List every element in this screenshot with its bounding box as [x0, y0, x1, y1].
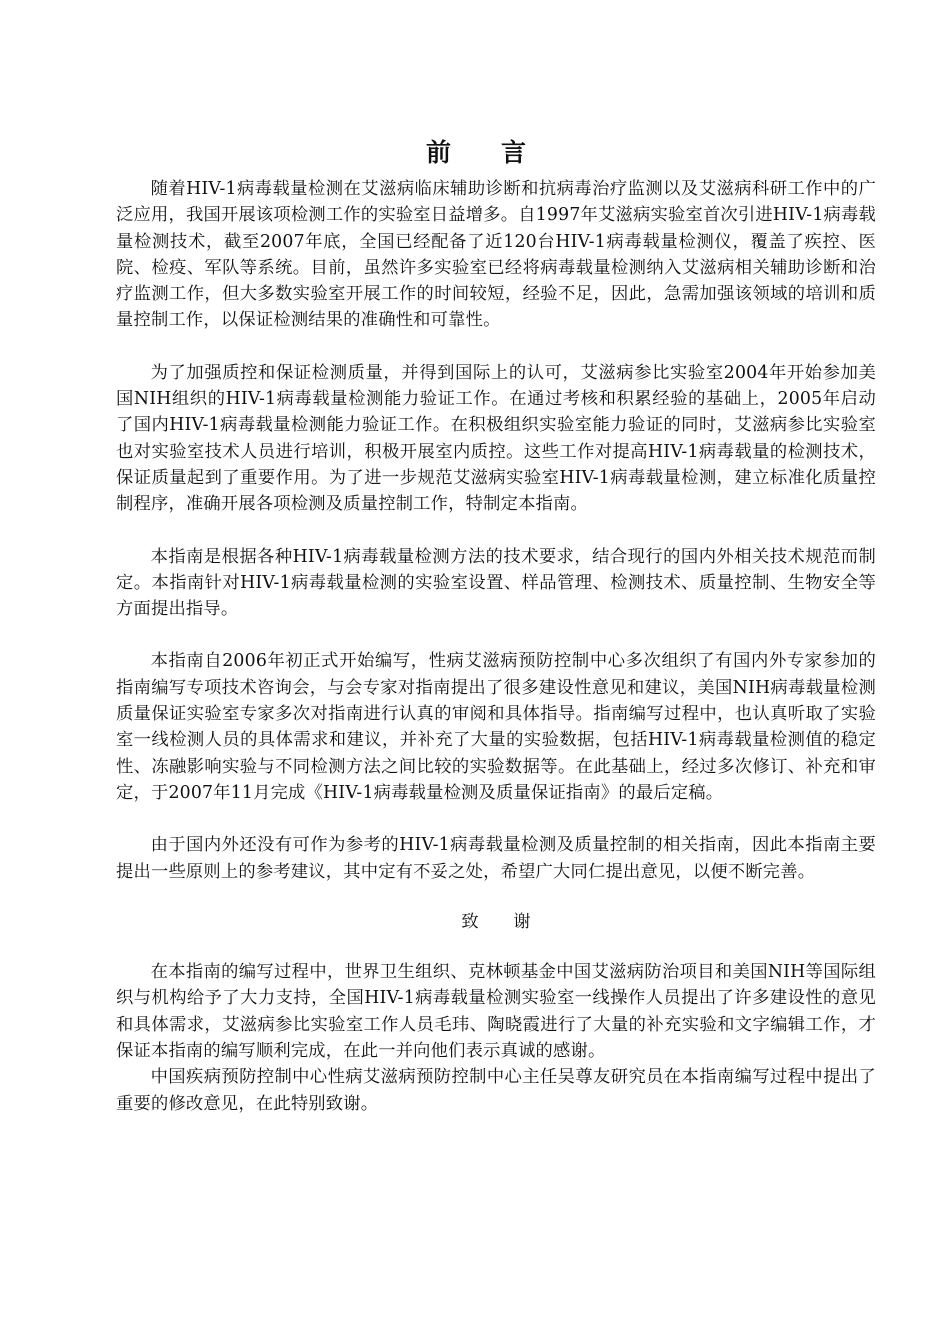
- preface-paragraph-2: 为了加强质控和保证检测质量，并得到国际上的认可，艾滋病参比实验室2004年开始参加美国NIH组织的HIV-1病毒载量检测能力验证工作。在通过考核和积累经验的基础上，2005年启动了国内HIV-1病毒载量检测能力验证工作。在积极组织实验室能力验证的同时，艾滋病参比实验室也对实验室技术人员进行培训，积极开展室内质控。这些工作对提高HIV-1病毒载量的检测技术，保证质量起到了重要作用。为了进一步规范艾滋病实验室HIV-1病毒载量检测，建立标准化质量控制程序，准确开展各项检测及质量控制工作，特制定本指南。: [116, 362, 876, 515]
- acknowledgements-paragraph-2: 中国疾病预防控制中心性病艾滋病预防控制中心主任吴尊友研究员在本指南编写过程中提出了重要的修改意见，在此特别致谢。: [116, 1067, 876, 1114]
- preface-title: 前 言: [425, 138, 526, 167]
- preface-paragraph-5: 由于国内外还没有可作为参考的HIV-1病毒载量检测及质量控制的相关指南，因此本指南主要提出一些原则上的参考建议，其中定有不妥之处，希望广大同仁提出意见，以便不断完善。: [116, 835, 876, 882]
- preface-paragraph-4: 本指南自2006年初正式开始编写，性病艾滋病预防控制中心多次组织了有国内外专家参加的指南编写专项技术咨询会，与会专家对指南提出了很多建设性意见和建议，美国NIH病毒载量检测质量保证实验室专家多次对指南进行认真的审阅和具体指导。指南编写过程中，也认真听取了实验室一线检测人员的具体需求和建议，并补充了大量的实验数据，包括HIV-1病毒载量检测值的稳定性、冻融影响实验与不同检测方法之间比较的实验数据等。在此基础上，经过多次修订、补充和审定，于2007年11月完成《HIV-1病毒载量检测及质量保证指南》的最后定稿。: [116, 651, 876, 803]
- document-body: [116, 176, 876, 1117]
- preface-paragraph-3: 本指南是根据各种HIV-1病毒载量检测方法的技术要求，结合现行的国内外相关技术规范而制定。本指南针对HIV-1病毒载量检测的实验室设置、样品管理、检测技术、质量控制、生物安全等方面提出指导。: [116, 546, 876, 620]
- acknowledgements-paragraph-1: 在本指南的编写过程中，世界卫生组织、克林顿基金中国艾滋病防治项目和美国NIH等国际组织与机构给予了大力支持，全国HIV-1病毒载量检测实验室一线操作人员提出了许多建设性的意见和具体需求，艾滋病参比实验室工作人员毛玮、陶晓霞进行了大量的补充实验和文字编辑工作，才保证本指南的编写顺利完成，在此一并向他们表示真诚的感谢。: [116, 962, 876, 1062]
- preface-paragraph-1: 随着HIV-1病毒载量检测在艾滋病临床辅助诊断和抗病毒治疗监测以及艾滋病科研工作中的广泛应用，我国开展该项检测工作的实验室日益增多。自1997年艾滋病实验室首次引进HIV-1病毒载量检测技术，截至2007年底，全国已经配备了近120台HIV-1病毒载量检测仪，覆盖了疾控、医院、检疫、军队等系统。目前，虽然许多实验室已经将病毒载量检测纳入艾滋病相关辅助诊断和治疗监测工作，但大多数实验室开展工作的时间较短，经验不足，因此，急需加强该领域的培训和质量控制工作，以保证检测结果的准确性和可靠性。: [116, 179, 876, 331]
- acknowledgements-title: 致 谢: [461, 911, 531, 932]
